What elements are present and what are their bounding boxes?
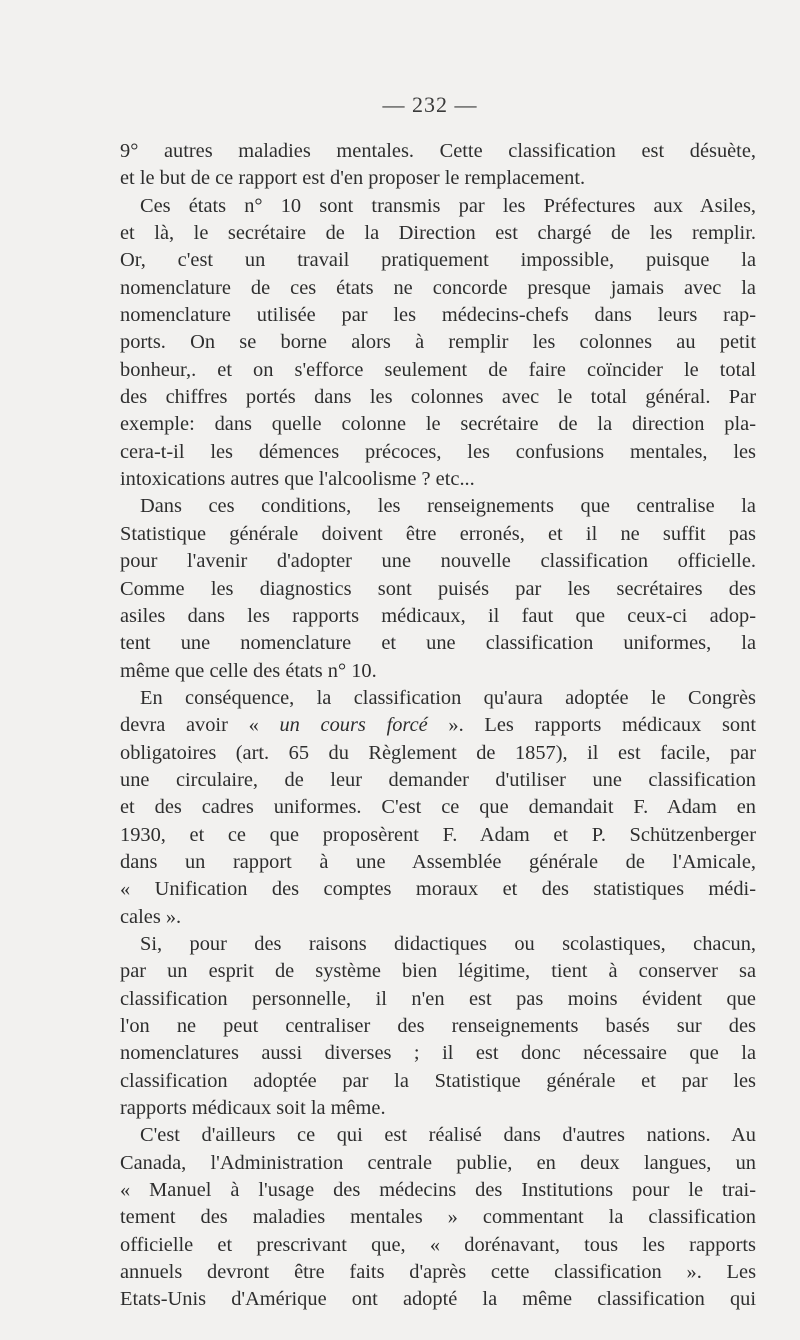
text-line: C'est d'ailleurs ce qui est réalisé dans d'autres nations. Au: [140, 1124, 756, 1147]
text-line: « Manuel à l'usage des médecins des Institutions pour le trai-: [120, 1179, 756, 1202]
text-line: pour l'avenir d'adopter une nouvelle classification officielle.: [120, 550, 756, 573]
text-line: En conséquence, la classification qu'aura adoptée le Congrès: [140, 686, 756, 709]
text-line: obligatoires (art. 65 du Règlement de 1857), il est facile, par: [120, 741, 756, 764]
body-text: [120, 138, 756, 1314]
text-line: et là, le secrétaire de la Direction est chargé de les remplir.: [120, 222, 756, 245]
text-line: rapports médicaux soit la même.: [120, 1097, 386, 1120]
text-line: des chiffres portés dans les colonnes avec le total général. Par: [120, 386, 756, 409]
text-line: intoxications autres que l'alcoolisme ? etc...: [120, 468, 475, 491]
text-line: l'on ne peut centraliser des renseignements basés sur des: [120, 1015, 756, 1037]
text-line: asiles dans les rapports médicaux, il faut que ceux-ci adop-: [120, 604, 756, 627]
text-line: tent une nomenclature et une classification uniformes, la: [120, 632, 756, 655]
text-line: Or, c'est un travail pratiquement impossible, puisque la: [120, 249, 756, 272]
text-line: Si, pour des raisons didactiques ou scolastiques, chacun,: [140, 932, 756, 955]
text-line: devra avoir « un cours forcé ». Les rapports médicaux sont: [120, 714, 756, 737]
text-line: tement des maladies mentales » commentant la classification: [120, 1206, 756, 1229]
text-line: même que celle des états n° 10.: [120, 659, 377, 682]
text-line: Dans ces conditions, les renseignements que centralise la: [140, 495, 756, 518]
page-number: — 232 —: [382, 92, 478, 117]
text-line: par un esprit de système bien légitime, tient à conserver sa: [120, 960, 756, 983]
text-line: exemple: dans quelle colonne le secrétaire de la direction pla-: [120, 413, 756, 436]
text-line: 1930, et ce que proposèrent F. Adam et P. Schützenberger: [120, 823, 756, 846]
text-line: « Unification des comptes moraux et des statistiques médi-: [120, 878, 756, 901]
text-line: et le but de ce rapport est d'en proposer le remplacement.: [120, 167, 586, 190]
text-line: et des cadres uniformes. C'est ce que demandait F. Adam en: [120, 796, 756, 819]
text-line: classification adoptée par la Statistique générale et par les: [120, 1069, 756, 1092]
text-line: nomenclatures aussi diverses ; il est donc nécessaire que la: [120, 1042, 756, 1065]
text-line: nomenclature utilisée par les médecins-chefs dans leurs rap-: [120, 304, 756, 327]
text-line: cera-t-il les démences précoces, les confusions mentales, les: [120, 440, 756, 463]
text-line: 9° autres maladies mentales. Cette classification est désuète,: [120, 140, 756, 162]
text-line: Ces états n° 10 sont transmis par les Préfectures aux Asiles,: [140, 194, 756, 217]
text-line: une circulaire, de leur demander d'utiliser une classification: [120, 768, 756, 791]
text-line: officielle et prescrivant que, « dorénavant, tous les rapports: [120, 1233, 756, 1256]
text-line: nomenclature de ces états ne concorde presque jamais avec la: [120, 276, 756, 299]
text-line: Etats-Unis d'Amérique ont adopté la même classification qui: [120, 1288, 756, 1311]
text-line: bonheur,. et on s'efforce seulement de faire coïncider le total: [120, 358, 756, 381]
text-line: Comme les diagnostics sont puisés par les secrétaires des: [120, 577, 756, 600]
text-line: cales ».: [120, 905, 182, 928]
text-line: annuels devront être faits d'après cette classification ». Les: [120, 1261, 756, 1284]
text-line: ports. On se borne alors à remplir les colonnes au petit: [120, 331, 756, 354]
text-line: dans un rapport à une Assemblée générale de l'Amicale,: [120, 850, 756, 873]
text-line: Statistique générale doivent être erronés, et il ne suffit pas: [120, 522, 756, 545]
text-line: classification personnelle, il n'en est pas moins évident que: [120, 987, 756, 1010]
text-line: Canada, l'Administration centrale publie, en deux langues, un: [120, 1151, 756, 1174]
